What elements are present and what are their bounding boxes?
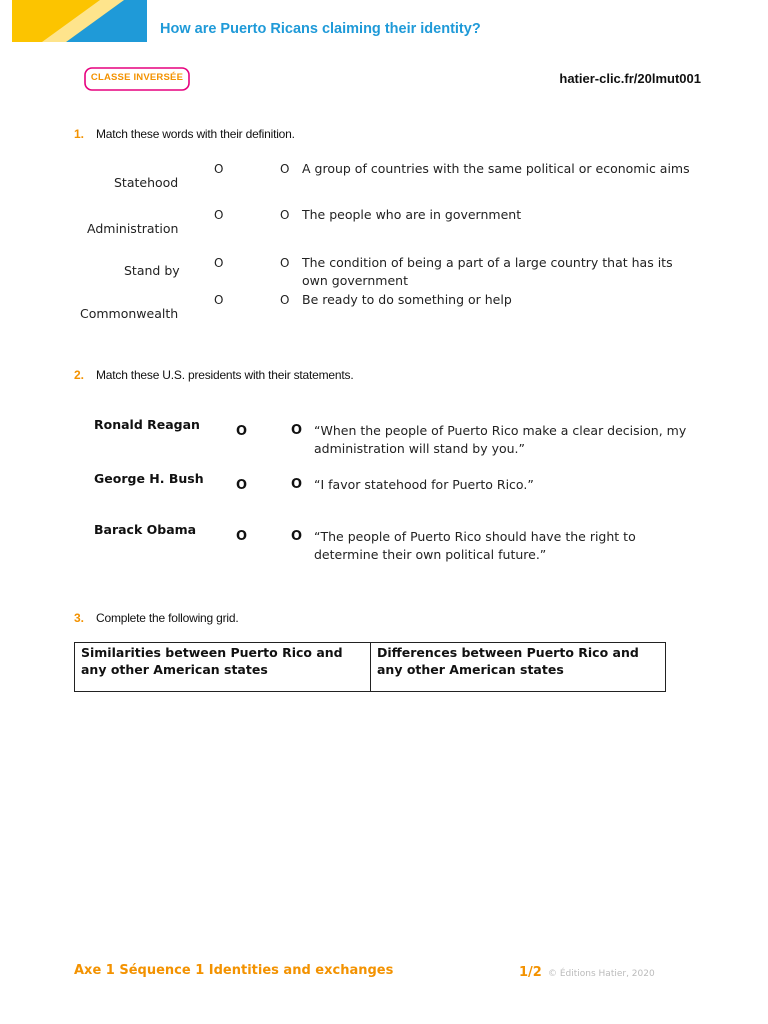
q1-left-circle[interactable]: O [214, 162, 224, 176]
q1-left-circle[interactable]: O [214, 256, 224, 270]
q1-word-commonwealth: Commonwealth [80, 306, 179, 321]
comparison-grid [74, 642, 666, 692]
q1-right-circle[interactable]: O [280, 162, 290, 176]
q2-president: George H. Bush [94, 471, 204, 486]
classe-inversee-badge [82, 66, 192, 92]
q1-word-stand-by: Stand by [124, 263, 180, 278]
grid-header-differences[interactable]: Differences between Puerto Rico and any other American states [370, 643, 665, 691]
q1-definition: The condition of being a part of a large country that has its own government [302, 255, 673, 288]
q2-president: Ronald Reagan [94, 417, 200, 432]
q3-instruction: Complete the following grid. [96, 611, 239, 625]
q2-instruction: Match these U.S. presidents with their statements. [96, 368, 354, 382]
q1-right-circle[interactable]: O [280, 293, 290, 307]
page-title: How are Puerto Ricans claiming their identity? [160, 21, 481, 37]
q2-statement: “I favor statehood for Puerto Rico.” [314, 477, 534, 492]
q2-statement: “When the people of Puerto Rico make a clear decision, my administration will stand by you.” [314, 423, 687, 456]
q2-right-circle[interactable]: O [291, 423, 303, 438]
grid-header-similarities[interactable]: Similarities between Puerto Rico and any other American states [81, 645, 343, 677]
footer-page-info [519, 965, 655, 980]
page-number: 1/2 [519, 965, 542, 980]
hatier-clic-link[interactable]: hatier-clic.fr/20lmut001 [559, 71, 701, 86]
badge-label: CLASSE INVERSÉE [90, 72, 184, 83]
q2-statement: “The people of Puerto Rico should have the right to determine their own political future.” [314, 529, 636, 562]
q2-number: 2. [74, 368, 85, 382]
q1-number: 1. [74, 127, 85, 141]
q1-left-circle[interactable]: O [214, 208, 224, 222]
q1-definition: The people who are in government [302, 207, 522, 222]
footer-sequence-title: Axe 1 Séquence 1 Identities and exchanges [74, 963, 394, 978]
q1-definition: A group of countries with the same political or economic aims [302, 161, 690, 176]
q2-left-circle[interactable]: O [236, 529, 248, 544]
q1-left-circle[interactable]: O [214, 293, 224, 307]
q2-left-circle[interactable]: O [236, 478, 248, 493]
brand-logo-shape [12, 0, 147, 42]
q3-number: 3. [74, 611, 85, 625]
header-logo-band [12, 0, 147, 42]
q1-right-circle[interactable]: O [280, 208, 290, 222]
q1-definition: Be ready to do something or help [302, 292, 512, 307]
q2-right-circle[interactable]: O [291, 529, 303, 544]
q2-left-circle[interactable]: O [236, 424, 248, 439]
q1-word-administration: Administration [87, 221, 179, 236]
copyright-notice: © Éditions Hatier, 2020 [547, 969, 655, 979]
q1-instruction: Match these words with their definition. [96, 127, 295, 141]
q1-right-circle[interactable]: O [280, 256, 290, 270]
q2-president: Barack Obama [94, 522, 197, 537]
q2-right-circle[interactable]: O [291, 477, 303, 492]
q1-word-statehood: Statehood [114, 175, 179, 190]
